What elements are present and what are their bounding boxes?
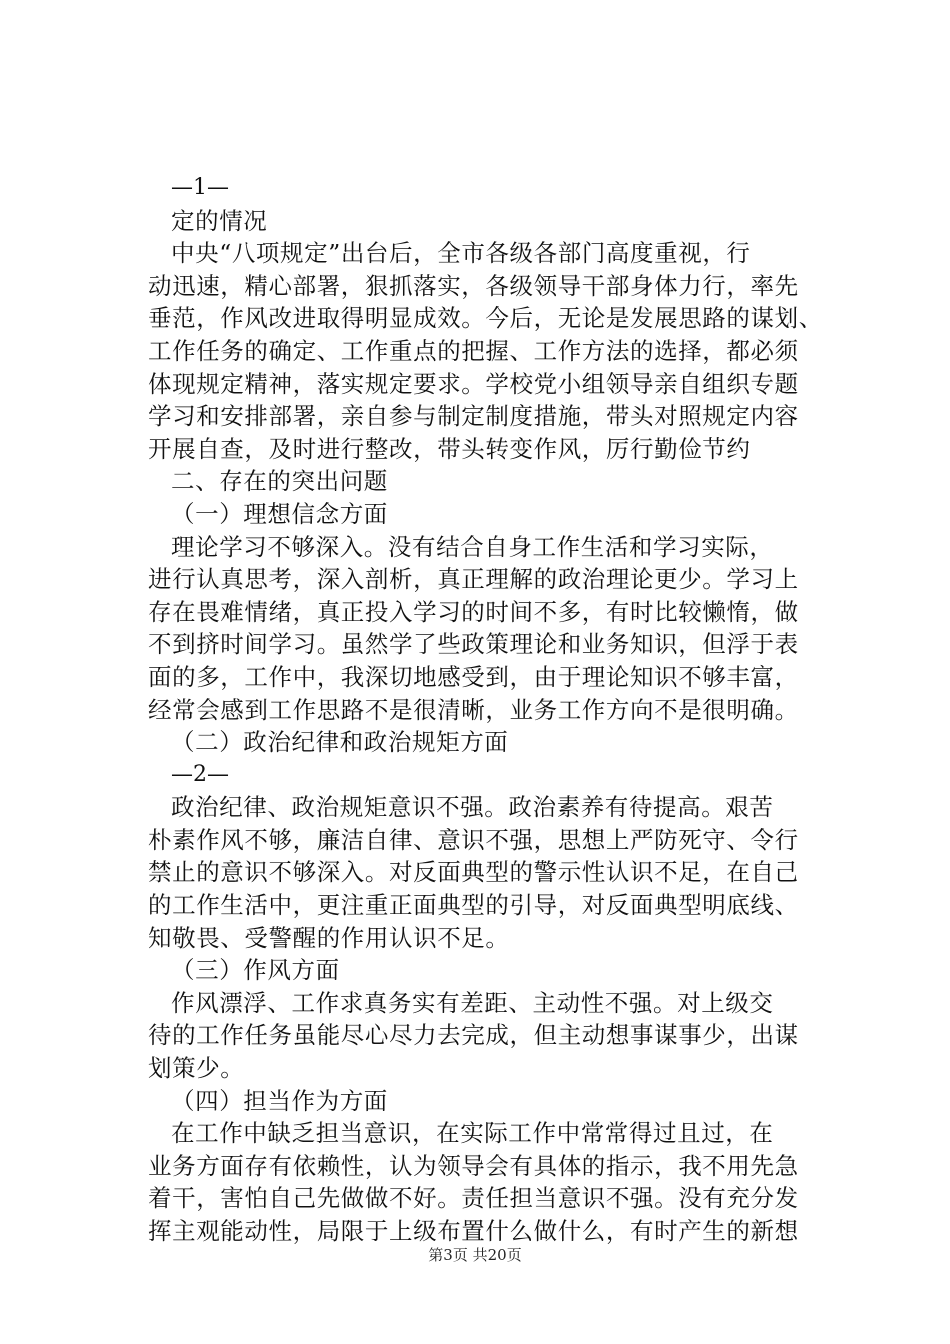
text-line: 中央“八项规定”出台后，全市各级各部门高度重视，行 xyxy=(171,239,751,268)
text-line: 进行认真思考，深入剖析，真正理解的政治理论更少。学习上 xyxy=(148,565,799,594)
page-marker: —2— xyxy=(171,761,229,787)
text-line: （二）政治纪律和政治规矩方面 xyxy=(171,728,509,757)
text-line: 朴素作风不够，廉洁自律、意识不强，思想上严防死守、令行 xyxy=(148,825,799,854)
text-line: 学习和安排部署，亲自参与制定制度措施，带头对照规定内容 xyxy=(148,402,799,431)
text-line: 业务方面存有依赖性，认为领导会有具体的指示，我不用先急 xyxy=(148,1151,799,1180)
text-line: （四）担当作为方面 xyxy=(171,1086,388,1115)
text-line: 挥主观能动性，局限于上级布置什么做什么，有时产生的新想 xyxy=(148,1217,799,1245)
text-line: 理论学习不够深入。没有结合自身工作生活和学习实际， xyxy=(171,532,774,561)
text-line: （一）理想信念方面 xyxy=(171,499,388,528)
text-line: 不到挤时间学习。虽然学了些政策理论和业务知识，但浮于表 xyxy=(148,630,799,659)
text-line: 禁止的意识不够深入。对反面典型的警示性认识不足，在自己 xyxy=(148,858,799,887)
text-line: 动迅速，精心部署，狠抓落实，各级领导干部身体力行，率先 xyxy=(148,271,799,300)
text-line: 存在畏难情绪，真正投入学习的时间不多，有时比较懒惰，做 xyxy=(148,597,799,626)
text-line: （三）作风方面 xyxy=(171,956,340,985)
text-line: 作风漂浮、工作求真务实有差距、主动性不强。对上级交 xyxy=(171,988,774,1017)
document-body xyxy=(123,172,843,1248)
text-line: 经常会感到工作思路不是很清晰，业务工作方向不是很明确。 xyxy=(148,695,799,724)
text-line: 政治纪律、政治规矩意识不强。政治素养有待提高。艰苦 xyxy=(171,793,774,822)
page-marker: —1— xyxy=(171,175,229,200)
text-line: 着干，害怕自己先做做不好。责任担当意识不强。没有充分发 xyxy=(148,1184,799,1213)
text-line: 的工作生活中，更注重正面典型的引导，对反面典型明底线、 xyxy=(148,891,799,920)
text-line: 知敬畏、受警醒的作用认识不足。 xyxy=(148,923,510,952)
page-footer: 第3页 共20页 xyxy=(428,1246,522,1264)
text-line: 待的工作任务虽能尽心尽力去完成，但主动想事谋事少，出谋 xyxy=(148,1021,799,1050)
text-line: 面的多，工作中，我深切地感受到，由于理论知识不够丰富， xyxy=(148,662,799,691)
text-line: 在工作中缺乏担当意识，在实际工作中常常得过且过，在 xyxy=(171,1119,774,1148)
text-line: 工作任务的确定、工作重点的把握、工作方法的选择，都必须 xyxy=(148,336,799,365)
text-line: 二、存在的突出问题 xyxy=(171,467,388,496)
text-line: 定的情况 xyxy=(171,206,268,235)
text-line: 体现规定精神，落实规定要求。学校党小组领导亲自组织专题 xyxy=(148,369,799,398)
text-line: 划策少。 xyxy=(148,1054,245,1083)
text-line: 垂范，作风改进取得明显成效。今后，无论是发展思路的谋划、 xyxy=(148,304,823,333)
text-line: 开展自查，及时进行整改，带头转变作风，厉行勤俭节约 xyxy=(148,434,751,463)
